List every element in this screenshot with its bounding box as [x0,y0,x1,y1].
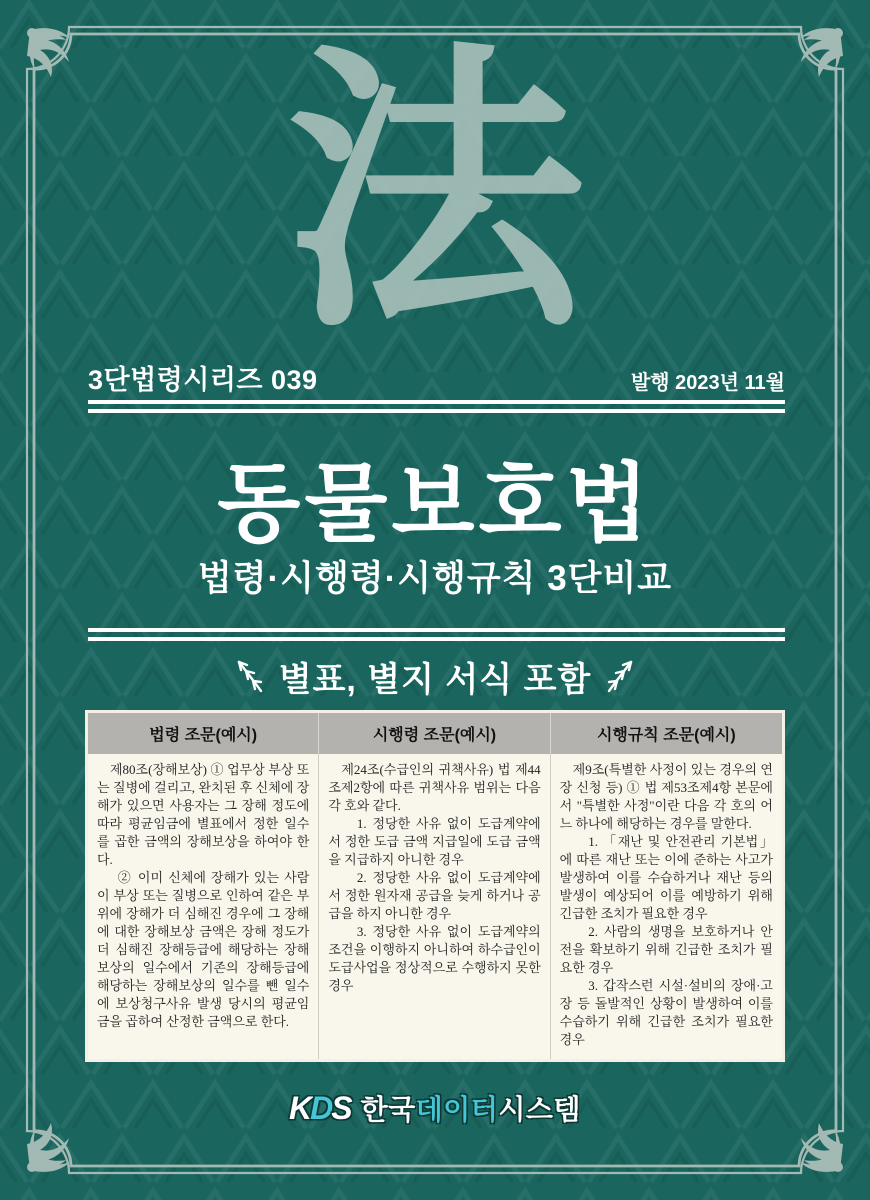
double-rule-bottom [88,628,785,641]
rule-item: 2. 사람의 생명을 보호하거나 안전을 확보하기 위해 긴급한 조치가 필요한 경우 [559,924,773,975]
law-article-cell [88,754,319,1059]
decree-paragraph: 제24조(수급인의 귀책사유) 법 제44조제2항에 따른 귀책사유 범위는 다음 각 호와 같다. [328,762,541,813]
table-header-row [88,713,782,754]
law-paragraph: 제80조(장해보상) ① 업무상 부상 또는 질병에 걸리고, 완치된 후 신체에 장해가 있으면 사용자는 그 장해 정도에 따라 평균임금에 별표에서 정한 일수를 곱한 금액의 장해보상을 하여야 한다. [97,762,310,867]
appendix-banner [0,652,870,701]
kds-logo-mark: KDS [289,1089,351,1126]
decree-article-cell [319,754,550,1059]
column-header-decree: 시행령 조문(예시) [319,713,550,754]
double-rule-top [88,400,785,413]
decree-item: 3. 정당한 사유 없이 도급계약의 조건을 이행하지 아니하여 하수급인이 도급사업을 정상적으로 수행하지 못한 경우 [328,924,541,993]
series-label: 3단법령시리즈 039 [88,365,318,395]
publisher-logo [0,1088,870,1128]
rule-article-cell [551,754,782,1059]
statute-comparison-table [85,710,785,1062]
laurel-sprig-right-icon [605,659,635,695]
law-character-watermark: 法 [285,15,585,368]
decree-item: 1. 정당한 사유 없이 도급계약에서 정한 도급 금액 지급일에 도급 금액을 지급하지 아니한 경우 [328,816,541,867]
book-subtitle: 법령·시행령·시행규칙 3단비교 [197,559,673,598]
appendix-banner-label: 별표, 별지 서식 포함 [278,661,592,699]
column-header-law: 법령 조문(예시) [88,713,319,754]
book-title: 동물보호법 [217,456,653,552]
publication-date-label: 발행 2023년 11월 [630,372,785,394]
table-body-row [88,754,782,1059]
column-header-rule: 시행규칙 조문(예시) [596,727,736,744]
publisher-name: 한국데이터시스템 [360,1094,581,1125]
rule-item: 1. 「재난 및 안전관리 기본법」에 따른 재난 또는 이에 준하는 사고가 발생하여 이를 수습하거나 재난 등의 발생이 예상되어 이를 예방하기 위해 긴급한 조치가 필요한 경우 [559,834,773,921]
meta-row [88,358,785,397]
rule-item: 3. 갑작스런 시설·설비의 장애·고장 등 돌발적인 상황이 발생하여 이를 수습하기 위해 긴급한 조치가 필요한 경우 [559,978,773,1047]
decree-item: 2. 정당한 사유 없이 도급계약에서 정한 원자재 공급을 늦게 하거나 공급을 하지 아니한 경우 [328,870,541,921]
law-paragraph: ② 이미 신체에 장해가 있는 사람이 부상 또는 질병으로 인하여 같은 부위에 장해가 더 심해진 경우에 그 장해에 대한 장해보상 금액은 장해 정도가 더 심해진 장해등급에 해당하는 장해보상의 일수에서 기존의 장해등급에 해당하는 장해보상의 일수를 뺀 일수에 보상청구사유 발생 당시의 평균임금을 곱하여 산정한 금액으로 한다. [97,870,310,1029]
laurel-sprig-left-icon [235,659,265,695]
rule-paragraph: 제9조(특별한 사정이 있는 경우의 연장 신청 등) ① 법 제53조제4항 본문에서 "특별한 사정"이란 다음 각 호의 어느 하나에 해당하는 경우를 말한다. [559,762,773,831]
